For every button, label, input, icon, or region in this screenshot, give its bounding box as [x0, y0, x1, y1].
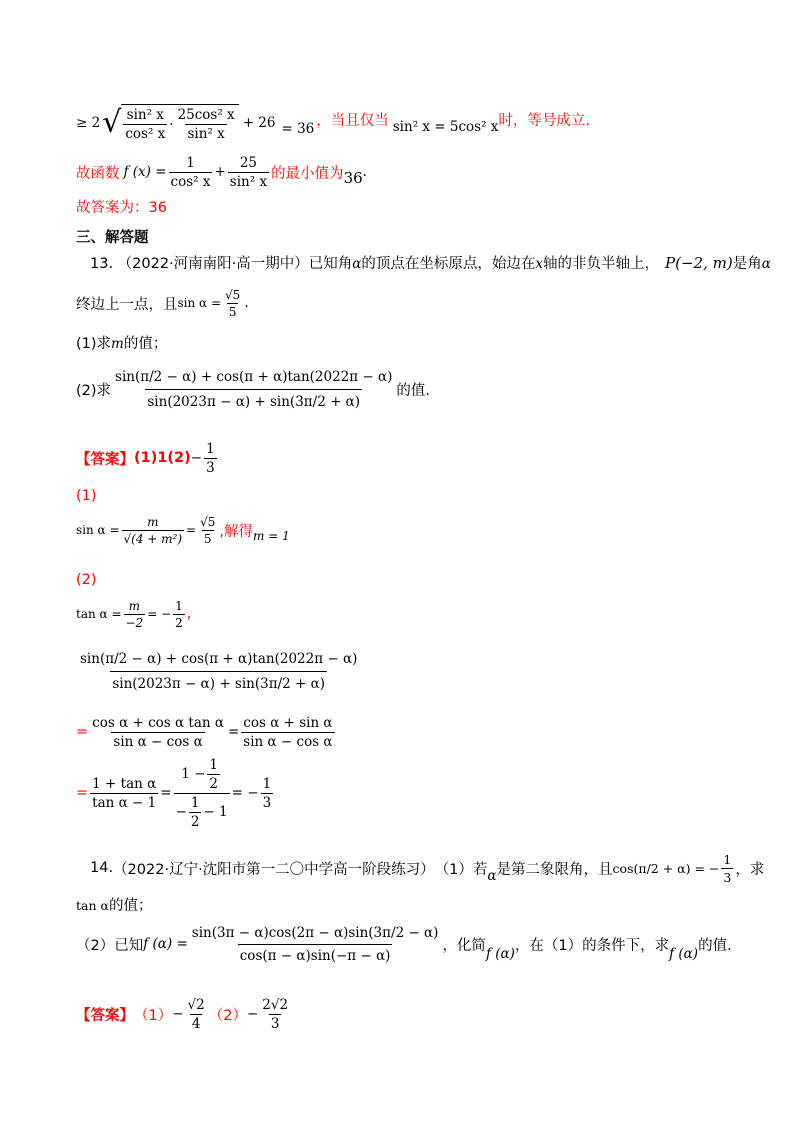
q13-part2 — [76, 358, 430, 420]
step3-den1: tan α − 1 — [92, 794, 157, 811]
nested-num-d: 2 — [209, 775, 218, 792]
answer-tag: 【答案】 — [76, 1007, 134, 1024]
q14-stem-line1 — [76, 846, 764, 890]
condition-expr: sin² x = 5cos² x — [392, 119, 499, 135]
ineq-prefix: ≥ 2 — [76, 115, 101, 131]
step3-num1: 1 + tan α — [92, 775, 157, 792]
q14-answer — [76, 994, 292, 1034]
sol1-tail: ,解得 — [219, 523, 253, 540]
q14-p2-simplify: ，化简 — [442, 937, 486, 954]
q14-p2-tail: 的值. — [698, 937, 732, 954]
part1-tail: 的值； — [123, 336, 168, 352]
answer1-num: √2 — [187, 996, 205, 1013]
frac1-den: cos² x — [170, 173, 211, 190]
q14-p1-ask: ，求 — [735, 861, 765, 878]
function-min-line — [76, 150, 367, 194]
tan-lhs: tan α = — [76, 607, 122, 621]
q14-p1-tail: 的值； — [108, 898, 153, 914]
x-symbol: x — [535, 256, 544, 272]
equals: = — [76, 724, 89, 740]
ans-num: 1 — [206, 440, 215, 457]
step2-num1: cos α + cos α tan α — [92, 714, 224, 731]
q14-number: 14. — [90, 860, 114, 876]
part2-expr-den: sin(2023π − α) + sin(3π/2 + α) — [145, 389, 362, 410]
nested-den-n: 1 — [190, 794, 200, 811]
nested-den-prefix: − — [175, 804, 187, 820]
minus-sign: − — [172, 1006, 184, 1022]
alpha-symbol: α — [352, 256, 362, 272]
q13-text-e: 终边上一点，且 — [76, 296, 178, 313]
f-alpha: f (α) — [669, 946, 699, 962]
nested-den-suffix: − 1 — [203, 804, 228, 820]
nested-num-prefix: 1 − — [181, 766, 206, 782]
answer2-num: 2√2 — [262, 996, 289, 1013]
q13-text-c: 轴的非负半轴上， — [543, 256, 660, 272]
tan-line — [76, 594, 191, 634]
answer-value: (1)1(2) — [134, 450, 191, 466]
expr-den: sin(2023π − α) + sin(3π/2 + α) — [110, 671, 327, 692]
condition-text: ，当且仅当 — [316, 112, 389, 129]
step2-den1: sin α − cos α — [113, 733, 203, 750]
equals: = — [76, 785, 89, 801]
frac2-num: 25 — [239, 154, 258, 171]
equals-minus: = − — [147, 607, 172, 621]
minus-sign: − — [246, 1006, 259, 1022]
alpha-symbol: α — [487, 868, 497, 884]
equals: = — [160, 785, 172, 801]
plus-sign: + — [214, 164, 226, 180]
sqrt-num1: sin² x — [126, 107, 164, 123]
q13-stem-line2 — [76, 286, 249, 320]
sqrt-den2: sin² x — [187, 126, 225, 142]
nested-num-n: 1 — [209, 756, 218, 773]
q14-part2 — [76, 914, 732, 974]
five: 5 — [228, 304, 237, 319]
q13-number: 13. — [90, 256, 114, 272]
expr-num: sin(π/2 − α) + cos(π + α)tan(2022π − α) — [80, 650, 358, 667]
cos-num: 1 — [723, 851, 732, 867]
part2-label: (2)求 — [76, 382, 112, 399]
plus-26: + 26 — [242, 115, 276, 131]
sol2-label: (2) — [76, 572, 97, 588]
nested-den-d: 2 — [190, 813, 200, 830]
part1-label: (1)求 — [76, 336, 112, 352]
sol1-result: m = 1 — [253, 529, 290, 543]
answer2-label: （2） — [208, 1007, 247, 1024]
q13-answer — [76, 438, 219, 478]
expr-repeat — [76, 638, 361, 704]
period: . — [362, 164, 367, 180]
equals: = — [186, 523, 197, 537]
ans-den: 3 — [206, 459, 215, 476]
sin-alpha-lhs: sin α = — [76, 523, 120, 537]
frac2-den: sin² x — [229, 173, 268, 190]
five: 5 — [203, 531, 212, 546]
m-symbol: m — [111, 336, 124, 352]
comma: , — [186, 606, 192, 622]
equals-36: = 36 — [281, 121, 315, 137]
answer-value: 36 — [148, 200, 167, 216]
q14-p1-text: 是第二象限角，且 — [496, 861, 613, 878]
sqrt-num2: 25cos² x — [177, 107, 235, 123]
minus-sign: − — [190, 450, 203, 466]
answer1-label: （1） — [134, 1007, 173, 1024]
f-den: cos(π − α)sin(−π − α) — [238, 944, 393, 964]
tan-num: m — [128, 598, 141, 613]
sol1-line — [76, 510, 290, 550]
function-lead: 故函数 — [76, 165, 120, 182]
part2-tail: 的值. — [396, 382, 431, 399]
sqrt-den1: cos² x — [125, 126, 166, 142]
inequality-line: ≥ 2 √ $\frac{\text{sin² x}}{\text{cos² x}}$ · $\frac{\text{25cos² x}}{\text{sin² x}}$ + 26 = 36 ，当且仅当 sin² x = 5cos² x 时，等号成立. — [76, 105, 591, 142]
q13-text-b: 的顶点在坐标原点，始边在 — [361, 256, 536, 272]
q14-stem-line2 — [76, 894, 152, 915]
f-alpha-lhs: f (α) = — [143, 936, 188, 952]
cos-expr: cos(π/2 + α) = − — [612, 860, 720, 876]
sqrt-sign-icon: √ — [102, 105, 122, 140]
tan-den: −2 — [125, 615, 144, 630]
q13-stem-line1 — [76, 252, 771, 273]
alpha-symbol: α — [761, 256, 771, 272]
q13-source: （2022·河南南阳·高一期中） — [117, 256, 309, 272]
function-fx: f (x) = — [123, 164, 167, 180]
q13-text-a: 已知角 — [308, 256, 353, 272]
q14-source: （2022·辽宁·沈阳市第一二〇中学高一阶段练习） — [113, 861, 435, 878]
condition-tail: 时，等号成立. — [498, 112, 591, 129]
step2-num2: cos α + sin α — [243, 714, 333, 731]
sqrt5: √5 — [200, 514, 216, 529]
cos-den: 3 — [723, 869, 732, 885]
step2-den2: sin α − cos α — [243, 733, 333, 750]
equals-minus: = − — [231, 785, 259, 801]
sol1-num: m — [147, 514, 159, 529]
part2-expr-num: sin(π/2 − α) + cos(π + α)tan(2022π − α) — [115, 368, 393, 385]
q13-part1 — [76, 332, 167, 353]
function-tail: 的最小值为 — [271, 165, 344, 182]
sin-alpha-lhs: sin α = — [177, 296, 222, 310]
sqrt5: √5 — [225, 287, 241, 302]
equals: = — [227, 724, 240, 740]
q14-p2-label: （2）已知 — [76, 937, 144, 954]
q13-text-d: 是角 — [732, 256, 762, 272]
sol1-den: √(4 + m²) — [123, 531, 183, 546]
frac1-num: 1 — [186, 154, 195, 171]
answer2-den: 3 — [270, 1015, 280, 1032]
answer-line-12 — [76, 196, 167, 217]
result-den: 3 — [262, 794, 272, 811]
section-title: 三、解答题 — [76, 230, 149, 246]
step3-line — [76, 756, 275, 830]
min-value: 36 — [343, 169, 363, 187]
tan-den2: 2 — [175, 615, 183, 630]
answer-label: 故答案为： — [76, 200, 149, 216]
f-alpha: f (α) — [485, 946, 515, 962]
answer1-den: 4 — [191, 1015, 201, 1032]
tan-alpha: tan α — [76, 898, 109, 913]
point-p: P(−2, m) — [665, 254, 733, 272]
q14-p2-condition: ，在（1）的条件下，求 — [514, 937, 670, 954]
step2-line — [76, 712, 337, 752]
sol1-label: (1) — [76, 488, 97, 504]
answer-tag: 【答案】 — [76, 451, 134, 468]
result-num: 1 — [262, 775, 272, 792]
f-num: sin(3π − α)cos(2π − α)sin(3π/2 − α) — [191, 924, 439, 941]
period: . — [244, 295, 249, 311]
tan-num2: 1 — [175, 598, 183, 613]
q14-p1-label: （1）若 — [434, 861, 488, 878]
